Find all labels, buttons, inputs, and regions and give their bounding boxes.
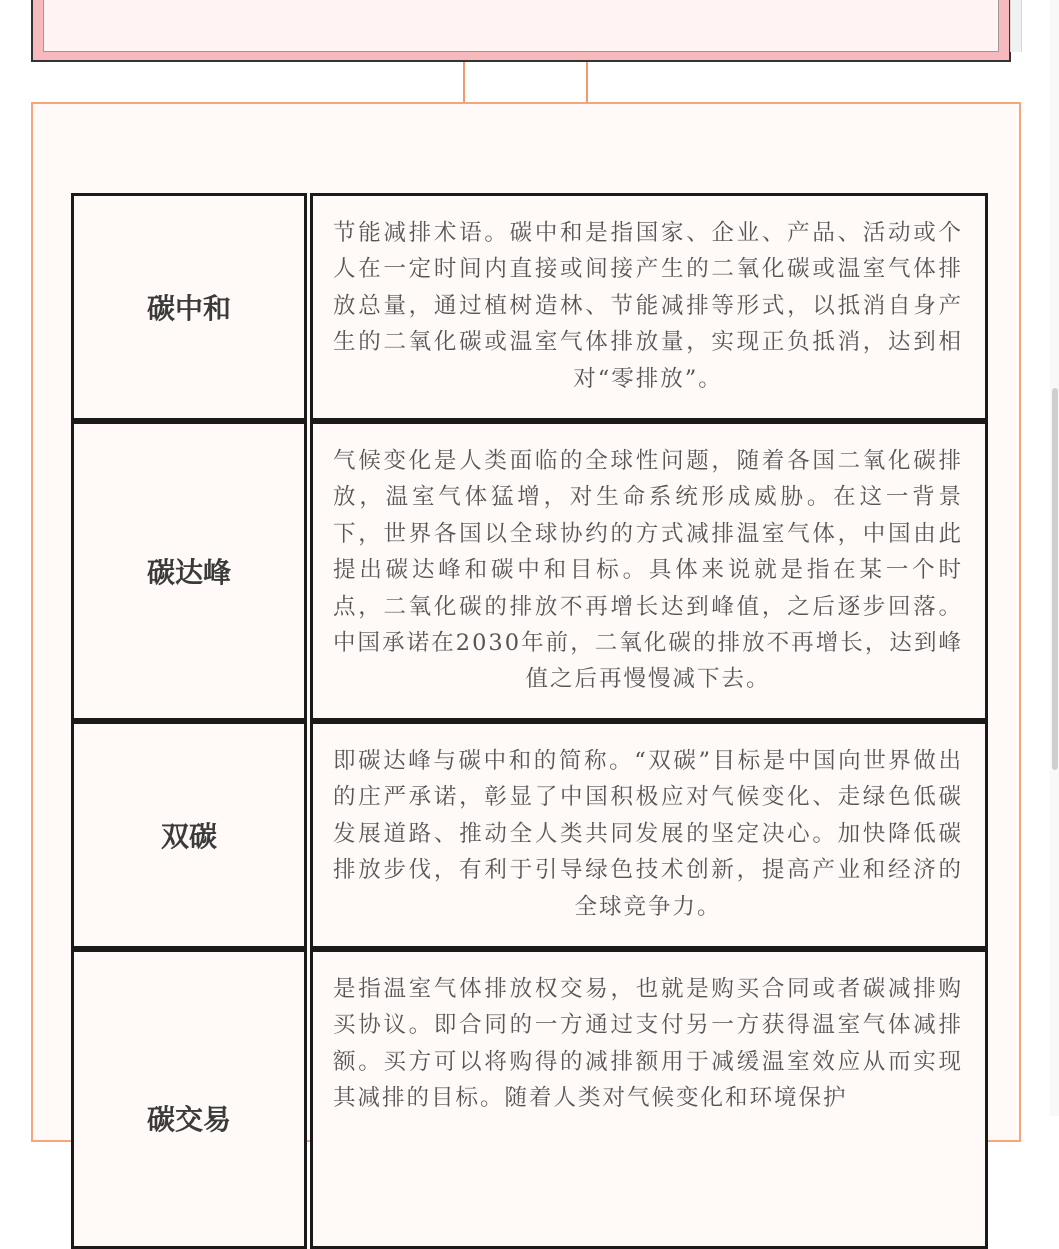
definition-text: 气候变化是人类面临的全球性问题，随着各国二氧化碳排放，温室气体猛增，对生命系统形成威胁。在这一背景下，世界各国以全球协约的方式减排温室气体，中国由此提出碳达峰和碳中和目标。具体来说就是指在某一个时点，二氧化碳的排放不再增长达到峰值，之后逐步回落。中国承诺在2030年前，二氧化碳的排放不再增长，达到峰值之后再慢慢减下去。 bbox=[333, 448, 963, 693]
glossary-row-carbon-trading bbox=[71, 949, 988, 1249]
definition-cell bbox=[310, 421, 988, 721]
definition-text: 即碳达峰与碳中和的简称。“双碳”目标是中国向世界做出的庄严承诺，彰显了中国积极应对气候变化、走绿色低碳发展道路、推动全人类共同发展的坚定决心。加快降低碳排放步伐，有利于引导绿色技术创新，提高产业和经济的全球竞争力。 bbox=[333, 748, 963, 920]
definition-text: 节能减排术语。碳中和是指国家、企业、产品、活动或个人在一定时间内直接或间接产生的二氧化碳或温室气体排放总量，通过植树造林、节能减排等形式，以抵消自身产生的二氧化碳或温室气体排放量，实现正负抵消，达到相对“零排放”。 bbox=[333, 220, 963, 392]
definition-cell bbox=[310, 949, 988, 1249]
header-card-edge bbox=[1010, 0, 1022, 52]
scrollbar-thumb[interactable] bbox=[1052, 388, 1058, 770]
term-label: 碳中和 bbox=[146, 292, 231, 325]
definition-text: 是指温室气体排放权交易，也就是购买合同或者碳减排购买协议。即合同的一方通过支付另一方获得温室气体减排额。买方可以将购得的减排额用于减缓温室效应从而实现其减排的目标。随着人类对气候变化和环境保护 bbox=[333, 976, 963, 1112]
glossary-table bbox=[71, 193, 988, 1249]
term-cell bbox=[71, 949, 307, 1249]
header-card-inner bbox=[43, 0, 999, 52]
connector-line-left bbox=[463, 62, 465, 102]
glossary-row-carbon-peak bbox=[71, 421, 988, 721]
term-cell bbox=[71, 421, 307, 721]
header-card bbox=[31, 0, 1011, 62]
term-cell bbox=[71, 193, 307, 421]
term-label: 碳交易 bbox=[146, 1103, 231, 1136]
term-label: 双碳 bbox=[160, 820, 217, 853]
connector-line-right bbox=[586, 62, 588, 102]
term-cell bbox=[71, 721, 307, 949]
definition-cell bbox=[310, 721, 988, 949]
definition-cell bbox=[310, 193, 988, 421]
glossary-row-carbon-neutrality bbox=[71, 193, 988, 421]
term-label: 碳达峰 bbox=[146, 556, 231, 589]
glossary-row-dual-carbon bbox=[71, 721, 988, 949]
